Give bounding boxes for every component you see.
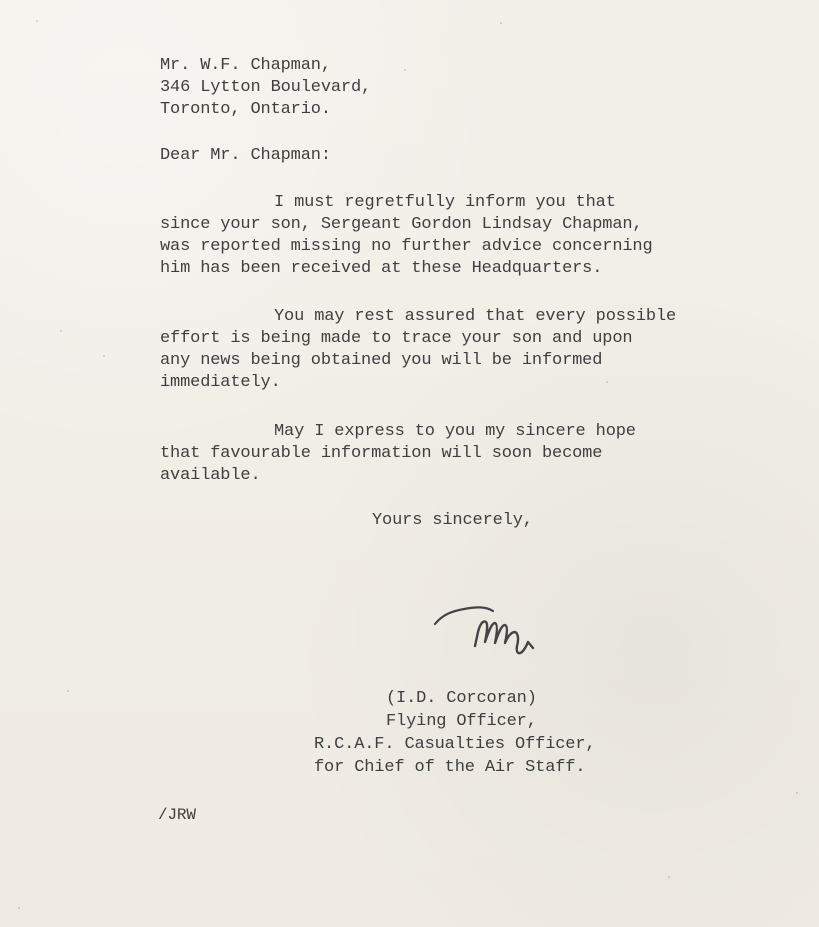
signer-authority: for Chief of the Air Staff.: [314, 758, 586, 777]
paragraph-2-line-2: effort is being made to trace your son and upon: [160, 329, 633, 348]
handwritten-signature: [433, 603, 549, 661]
salutation: Dear Mr. Chapman:: [160, 146, 331, 165]
paragraph-1-line-4: him has been received at these Headquarters.: [160, 259, 603, 278]
paper-speck: [606, 381, 608, 383]
recipient-name-line: Mr. W.F. Chapman,: [160, 56, 331, 75]
recipient-street-line: 346 Lytton Boulevard,: [160, 78, 372, 97]
paragraph-1-line-1: I must regretfully inform you that: [274, 193, 616, 212]
paper-speck: [36, 20, 38, 22]
paper-speck: [404, 69, 406, 71]
closing-text: Yours sincerely,: [372, 511, 533, 530]
paragraph-2-line-3: any news being obtained you will be informed: [160, 351, 603, 370]
paragraph-2-line-4: immediately.: [160, 373, 281, 392]
signer-title: Flying Officer,: [386, 712, 537, 731]
signer-name: (I.D. Corcoran): [386, 689, 537, 708]
reference-initials: /JRW: [158, 806, 196, 824]
paper-speck: [796, 792, 798, 794]
paragraph-3-line-1: May I express to you my sincere hope: [274, 422, 636, 441]
paragraph-2-line-1: You may rest assured that every possible: [274, 307, 677, 326]
paper-speck: [67, 690, 69, 692]
paragraph-3-line-3: available.: [160, 466, 261, 485]
paragraph-1-line-3: was reported missing no further advice concerning: [160, 237, 653, 256]
paper-speck: [60, 330, 62, 332]
paper-speck: [500, 22, 502, 24]
signer-office: R.C.A.F. Casualties Officer,: [314, 735, 596, 754]
paper-speck: [18, 907, 20, 909]
paper-speck: [668, 876, 670, 878]
paragraph-1-line-2: since your son, Sergeant Gordon Lindsay Chapman,: [160, 215, 643, 234]
paper-speck: [103, 355, 105, 357]
recipient-city-line: Toronto, Ontario.: [160, 100, 331, 119]
paragraph-3-line-2: that favourable information will soon become: [160, 444, 603, 463]
